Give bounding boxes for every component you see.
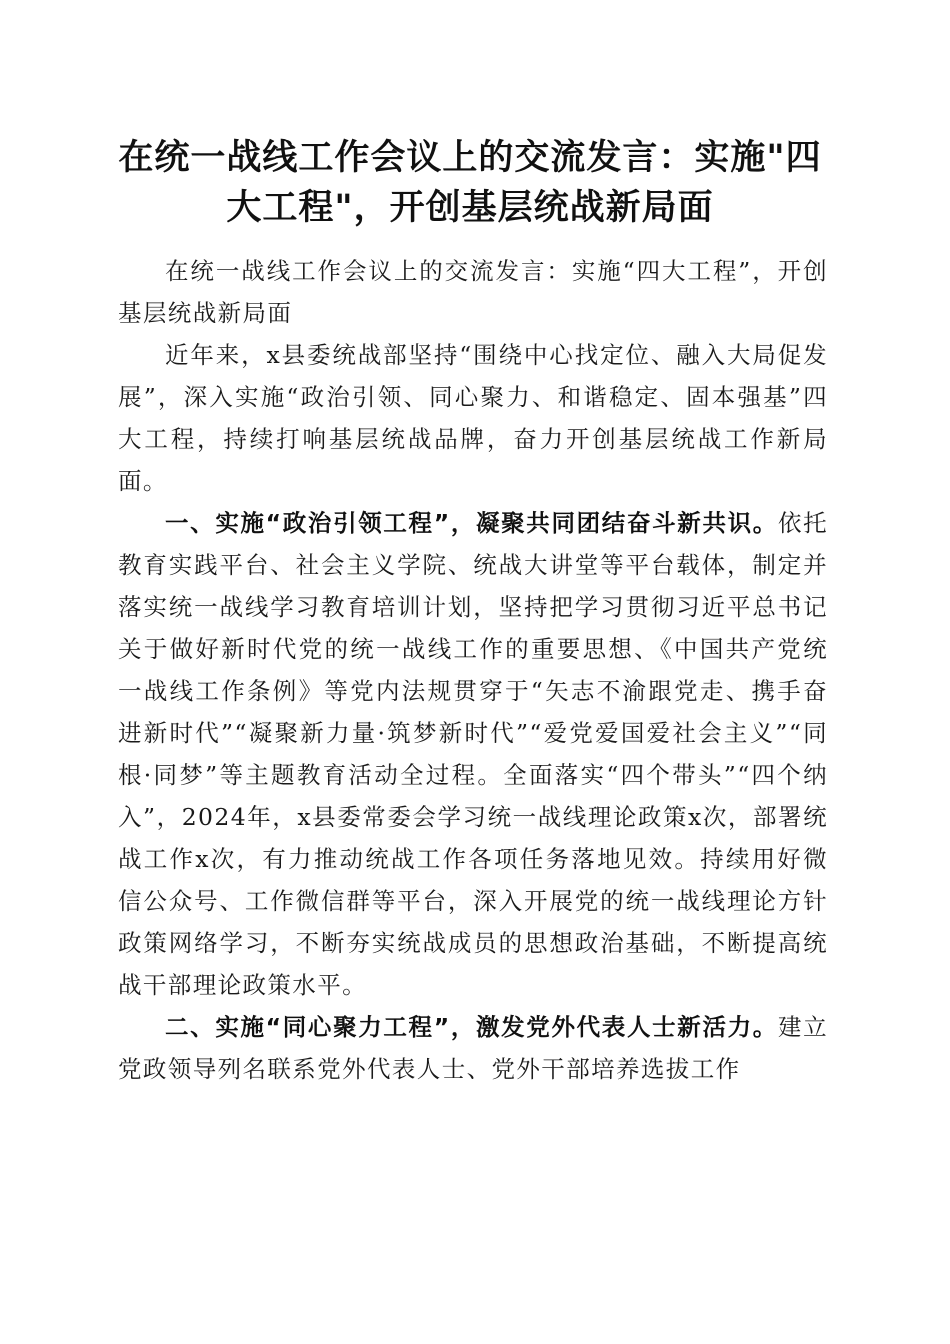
section-two — [118, 1006, 828, 1090]
intro-repeat-title — [118, 250, 828, 334]
intro-paragraph — [118, 334, 828, 502]
paragraph-text: 近年来，x县委统战部坚持“围绕中心找定位、融入大局促发展”，深入实施“政治引领、同心聚力、和谐稳定、固本强基”四大工程，持续打响基层统战品牌，奋力开创基层统战工作新局面。 — [118, 341, 828, 495]
section-heading: 一、实施“政治引领工程”，凝聚共同团结奋斗新共识。 — [165, 509, 778, 537]
paragraph-text: 在统一战线工作会议上的交流发言：实施“四大工程”，开创基层统战新局面 — [118, 257, 828, 327]
document-title: 在统一战线工作会议上的交流发言：实施"四大工程"，开创基层统战新局面 — [118, 137, 822, 228]
paragraph-text: 建立党政领导列名联系党外代表人士、党外干部培养选拔工作 — [118, 1013, 828, 1083]
paragraph-text: 依托教育实践平台、社会主义学院、统战大讲堂等平台载体，制定并落实统一战线学习教育培训计划，坚持把学习贯彻习近平总书记关于做好新时代党的统一战线工作的重要思想、《中国共产党统一战线工作条例》等党内法规贯穿于“矢志不渝跟党走、携手奋进新时代”“凝聚新力量·筑梦新时代”“爱党爱国爱社会主义”“同根·同梦”等主题教育活动全过程。全面落实“四个带头”“四个纳入”，2024年，x县委常委会学习统一战线理论政策x次，部署统战工作x次，有力推动统战工作各项任务落地见效。持续用好微信公众号、工作微信群等平台，深入开展党的统一战线理论方针政策网络学习，不断夯实统战成员的思想政治基础，不断提高统战干部理论政策水平。 — [118, 509, 828, 999]
document-body — [118, 250, 828, 1090]
section-one — [118, 502, 828, 1006]
section-heading: 二、实施“同心聚力工程”，激发党外代表人士新活力。 — [165, 1013, 778, 1041]
